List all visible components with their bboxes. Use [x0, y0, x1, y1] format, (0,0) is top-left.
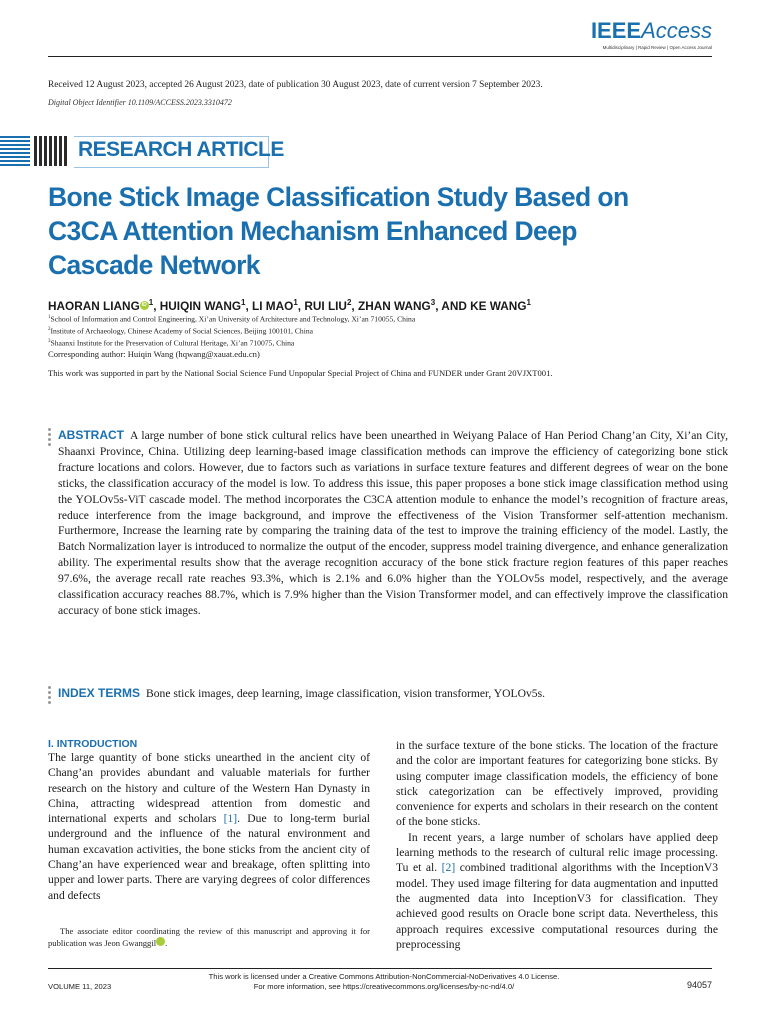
author-affil-sup: 1: [526, 298, 531, 307]
affiliation-item: [48, 313, 415, 325]
author-affil-sup: 1: [293, 298, 298, 307]
orcid-icon[interactable]: iD: [156, 937, 165, 946]
article-title: Bone Stick Image Classification Study Based on C3CA Attention Mechanism Enhanced Deep Cascade Network: [48, 182, 629, 280]
affiliation-text: School of Information and Control Engineering, Xi’an University of Architecture and Technology, Xi’an 710055, China: [50, 314, 416, 324]
author-separator: , AND: [435, 298, 471, 313]
section-heading: I. INTRODUCTION: [48, 738, 138, 750]
body-paragraph: [48, 750, 370, 903]
affiliation-number: 3: [48, 339, 51, 345]
body-text: In recent years, a large number of scholars have applied deep learning methods to the research of cultural relic image processing. Tu et al.: [396, 830, 718, 875]
left-column: [48, 750, 370, 903]
citation-link[interactable]: [1]: [223, 812, 238, 826]
citation-link[interactable]: [2]: [441, 861, 456, 875]
abstract-text: A large number of bone stick cultural relics have been unearthed in Weiyang Palace of Han Period Chang’an City, Xi’an City, Shaanxi Province, China. Utilizing deep learning-based image classification methods can improve the efficiency of categorizing bone stick fracture locations and colors. However, due to factors such as variations in surface texture features and different degrees of wear on the bone sticks, the classification accuracy of the model is low. To address this issue, this paper proposes a bone stick image classification method using the YOLOv5s-ViT cascade model. The method incorporates the C3CA attention module to enhance the model’s recognition of fracture areas, reduce interference from the image background, and improve the effectiveness of the Vision Transformer self-attention mechanism. Furthermore, Increase the learning rate by comparing the training data of the test to improve the training efficiency of the model. Lastly, the Batch Normalization layer is introduced to normalize the output of the encoder, suppress model training divergence, and enhance generalization ability. The experimental results show that the average recognition accuracy of the bone stick fracture region features of this paper reaches 97.6%, the average recall rate reaches 93.3%, which is 2.1% and 6.0% higher than the YOLOv5s model, respectively, and the average classification accuracy reaches 88.7%, which is 7.9% higher than the Vision Transformer model, and can effectively improve the classification accuracy of bone stick images.: [58, 429, 728, 617]
banner-stripes-decoration: [0, 136, 30, 166]
author-name: LI MAO: [252, 298, 294, 313]
footer-divider: [48, 968, 712, 969]
body-paragraph: in the surface texture of the bone sticks. The location of the fracture and the color are important features for categorizing bone sticks. By using computer image classification models, the efficiency of bone stick categorization can be effectively improved, providing convenience for experts and scholars in their research on the content of the bone sticks.: [396, 739, 718, 829]
received-dates: Received 12 August 2023, accepted 26 August 2023, date of publication 30 August 2023, date of current version 7 September 2023.: [48, 80, 543, 90]
journal-logo: [591, 18, 712, 50]
author-separator: ,: [297, 298, 305, 313]
author-affil-sup: 3: [430, 298, 436, 307]
volume-label: VOLUME 11, 2023: [48, 982, 112, 991]
author-name: RUI LIU: [304, 298, 347, 313]
body-text: The large quantity of bone sticks unearthed in the ancient city of Chang’an provides abundant and valuable materials for further research on the history and culture of the Western Han Dynasty in China, attracting widespread attention from domestic and international experts and scholars: [48, 751, 370, 826]
author-separator: ,: [245, 298, 253, 313]
index-terms-block: [58, 686, 545, 700]
index-terms-text: Bone stick images, deep learning, image classification, vision transformer, YOLOv5s.: [146, 687, 546, 700]
index-terms-dots-decoration: [48, 686, 51, 706]
affiliation-text: Shaanxi Institute for the Preservation of Cultural Heritage, Xi’an 710075, China: [50, 338, 295, 348]
top-divider: [48, 56, 712, 57]
license-notice: [0, 972, 768, 992]
page-number: 94057: [686, 980, 712, 990]
logo-brand-italic: Access: [641, 18, 712, 43]
affiliation-text: Institute of Archaeology, Chinese Academy of Social Sciences, Beijing 100101, China: [50, 326, 313, 336]
body-text: . Due to long-term burial underground and the influence of the natural environment and human excavation activities, the bone sticks from the ancient city of Chang’an have experienced wear and breakage, often splitting into upper and lower parts. There are varying degrees of color differences and defects: [48, 812, 370, 902]
author-name: KE WANG: [470, 298, 527, 313]
author-name: HUIQIN WANG: [159, 298, 242, 313]
body-paragraph: [396, 830, 718, 952]
author-affil-sup: 1: [148, 298, 154, 307]
affiliation-item: [48, 337, 415, 349]
article-type-banner: [0, 134, 284, 170]
editor-footnote: [48, 925, 370, 949]
abstract-block: [58, 428, 728, 619]
affiliation-item: [48, 325, 415, 337]
doi-line: Digital Object Identifier 10.1109/ACCESS.2023.3310472: [48, 98, 232, 107]
funding-statement: This work was supported in part by the National Social Science Fund Unpopular Special Project of China and FUNDER under Grant 20VJXT001.: [48, 368, 553, 378]
author-name: HAORAN LIANG: [48, 298, 140, 313]
orcid-icon[interactable]: iD: [141, 301, 147, 308]
footnote-end: .: [165, 938, 168, 948]
index-terms-label: INDEX TERMS: [58, 686, 141, 700]
article-type-label: RESEARCH ARTICLE: [78, 138, 284, 161]
corresponding-author: Corresponding author: Huiqin Wang (hqwang@xauat.edu.cn): [48, 349, 260, 359]
body-text: combined traditional algorithms with the InceptionV3 model. They used image filtering for data augmentation and inputted the augmented data into InceptionV3 for classification. They achieved good results on Oracle bone script data. Nevertheless, this approach requires excessive computational resources during the preprocessing: [396, 861, 718, 951]
author-list: [48, 298, 531, 313]
abstract-label: ABSTRACT: [58, 428, 124, 442]
logo-brand-bold: IEEE: [590, 18, 642, 43]
abstract-dots-decoration: [48, 428, 51, 448]
author-affil-sup: 1: [241, 298, 246, 307]
author-name: ZHAN WANG: [357, 298, 431, 313]
right-column: [396, 738, 718, 952]
license-url-line[interactable]: For more information, see https://creativecommons.org/licenses/by-nc-nd/4.0/: [253, 982, 515, 991]
license-line: This work is licensed under a Creative Commons Attribution-NonCommercial-NoDerivatives 4.0 License.: [208, 972, 560, 981]
affiliation-number: 2: [48, 327, 51, 333]
author-affil-sup: 2: [346, 298, 352, 307]
banner-bars-decoration: [34, 136, 68, 166]
affiliation-number: 1: [48, 315, 51, 320]
author-separator: ,: [153, 298, 160, 313]
affiliation-list: [48, 313, 415, 349]
author-separator: ,: [351, 298, 358, 313]
logo-tagline: Multidisciplinary | Rapid Review | Open Access Journal: [602, 45, 712, 50]
footnote-text: The associate editor coordinating the review of this manuscript and approving it for publication was Jeon Gwanggil: [48, 926, 370, 948]
